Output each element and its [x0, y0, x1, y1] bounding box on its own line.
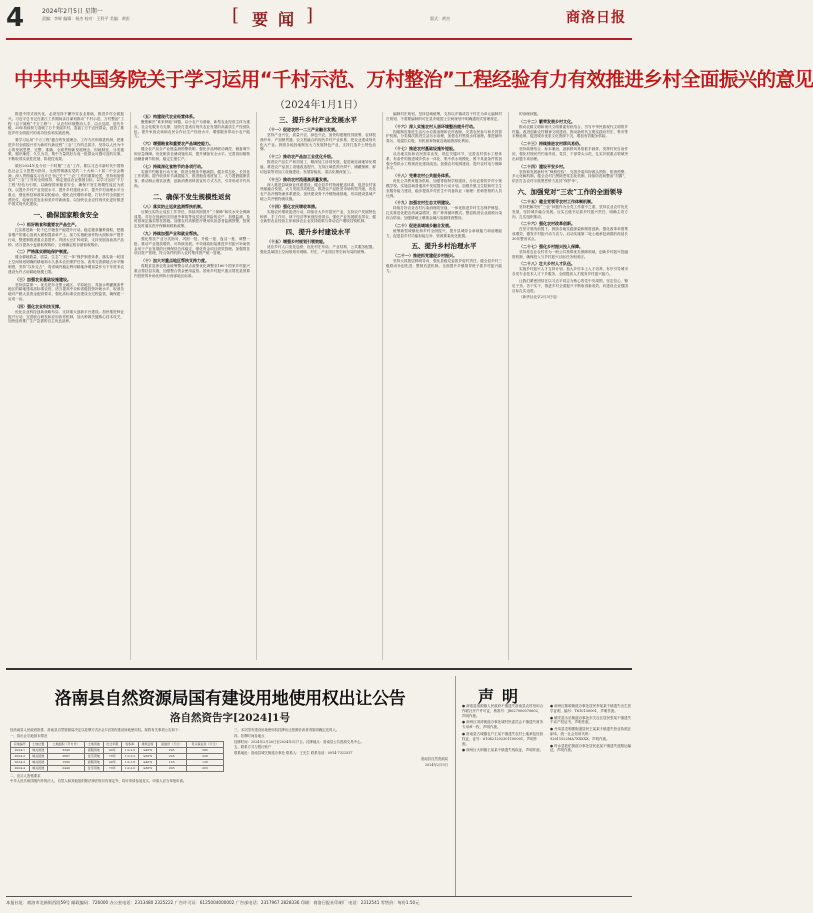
declaration-item: ● 商洛县洛源镇人民政府不慎遗失洛南县农村信用合作联社开户许可证，核准号：J8027000070602，声明作废。 — [462, 704, 544, 718]
subsection-heading: （二十二）繁荣发展乡村文化。 — [519, 118, 575, 124]
table-cell: 3340 — [48, 747, 85, 753]
table-cell: 40年 — [103, 747, 122, 753]
article-paragraph: 坚持把解决好“三农”问题作为全党工作重中之重，坚持农业农村优先发展，坚持城乡融合发展。压实五级书记抓乡村振兴责任，明确主攻方向，扎实组织推动。 — [512, 204, 628, 219]
table-cell: 126 — [157, 759, 187, 765]
table-cell: 203 — [186, 765, 223, 771]
subsection-heading: （二十六）强化农村改革创新。 — [519, 221, 575, 227]
section-heading: 三、提升乡村产业发展水平 — [279, 116, 357, 124]
subsection-heading: （十一）促进农村一二三产业融合发展。 — [267, 127, 339, 132]
article-paragraph: 健全农产品全产业链监测预警机制，强化多品种联动调控、储备调节和应急保障。优化粮食仓储设施布局，提升储备安全水平。完善食用植物油储备调节机制，稳定生猪生产。 — [134, 147, 250, 161]
article-date: （2024年1月1日） — [274, 100, 364, 111]
table-cell: 203 — [157, 765, 187, 771]
table-cell: 1590 — [48, 759, 85, 765]
article-paragraph: 坚持将农业农村作为一般公共预算优先保障领域，创新乡村振兴投融资机制，确保投入与乡村振兴目标任务相适应。 — [512, 249, 628, 259]
article-paragraph: 深入推进县域商业体系建设，健全县乡村物流配送体系，促进农村客货邮融合发展，大力发展共同配送。推进农产品批发市场转型升级。优化农产品冷链物流体系建设，加快建设骨干冷链物流基地，布局建设县域产地公共冷链物流设施。 — [260, 182, 376, 201]
subsection-heading: （二十七）强化乡村振兴投入保障。 — [519, 243, 583, 249]
table-cell: 城关街道 — [29, 765, 48, 771]
subsection-heading: （六）增强粮食和重要农产品调控能力。 — [141, 141, 213, 147]
table-header-cell: 容积率 — [122, 741, 139, 747]
declaration-item: ● 柞水县乾佑街道办事处居民赵某不慎遗失道路运输证，声明作废。 — [550, 743, 632, 753]
newspaper-logo: 商洛日报 — [566, 10, 626, 26]
article-paragraph: 坚持大抓基层鲜明导向，强化县级党委抓乡促村责任，健全县乡村三级联动争创先进、整顿后进机制。全面提升乡镇领导班子抓乡村振兴能力。 — [386, 259, 502, 273]
table-header-cell: 起始价（万元） — [157, 741, 187, 747]
subsection-heading: （二十四）建设平安乡村。 — [519, 163, 567, 169]
notice-subtitle: 洛自然资告字[2024]1号 — [170, 712, 290, 724]
subsection-heading: （十六）深入实施农村人居环境整治提升行动。 — [393, 123, 477, 129]
article-paragraph: 适应乡村人口变化趋势，优化村庄布局、产业结构、公共服务配置。强化县域国土空间规划对城镇、村庄、产业园区等空间布局的统筹。 — [260, 245, 376, 254]
bracket-right-icon: ] — [306, 5, 314, 26]
article-paragraph: 强化帮扶产业分类指导，巩固一批、升级一批、盘活一批、调整一批，推动产业提质增效、可持续发展。中央财政衔接推进乡村振兴补助资金用于产业发展的比例保持总体稳定，强化资金项目绩效管理。加强帮扶项目资产管理，符合条件的纳入农村集体资产统一管理。 — [134, 236, 250, 256]
declaration-item: ● 镇安县永乐街道办事处东关社区居民张某不慎遗失不动产权证书，声明作废。 — [550, 715, 632, 725]
subsection-heading: （五）构建现代农业经营体系。 — [141, 114, 197, 119]
table-cell: ≤40% — [138, 759, 157, 765]
subsection-heading: （二十八）壮大乡村人才队伍。 — [519, 261, 575, 267]
page-number: 4 — [6, 3, 25, 33]
declaration-title: 声明 — [477, 687, 526, 706]
article-body — [8, 112, 630, 660]
notice-section-heading: 五、联系方式与银行账户 — [234, 745, 272, 750]
article-paragraph: 推动农耕文明和现代文明要素有机结合，书写中华民族现代文明的乡村篇。改进创新农村精神文明建设，推动新时代文明实践向村庄、集市等末梢延伸，促进城市优质文化资源下沉，增加有效服务供给。 — [512, 124, 628, 139]
column-divider — [382, 112, 383, 660]
column-divider — [256, 112, 257, 660]
notice-signature-date: 2024年2月5日 — [424, 762, 448, 767]
article-paragraph: 做好2024年及今后一个时期“三农”工作，要以习近平新时代中国特色社会主义思想为指导，全面贯彻落实党的二十大和二十届二中全会精神，深入贯彻落实习近平总书记关于“三农”工作的重要论述，坚持和加强党对“三农”工作的全面领导，锚定建设农业强国目标，以学习运用“千万工程”经验为引领，以确保国家粮食安全、确保不发生规模性返贫为底线，以提升乡村产业发展水平、提升乡村建设水平、提升乡村治理水平为重点，强化科技和改革双轮驱动，强化农民增收举措，打好乡村全面振兴漂亮仗，绘就宜居宜业和美乡村新画卷，以加快农业农村现代化更好推进中国式现代化建设。 — [8, 163, 124, 207]
article-column-3 — [260, 112, 376, 660]
table-cell: 126 — [186, 759, 223, 765]
section-heading: 二、确保不发生规模性返贫 — [153, 192, 231, 201]
declaration-column-1 — [462, 704, 544, 894]
table-cell: 2440 — [48, 765, 85, 771]
page-footer: 本报社址：商洛市北新街西段59号 邮政编码：726000 办公室电话：2313480 2325222 广告许可证：6125004000002 广告部电话：2317967 2828336 印刷：商洛日报社印刷厂 电话：2312541 零售价：每份1.50元 — [6, 900, 420, 905]
notice-title: 洛南县自然资源局国有建设用地使用权出让公告 — [54, 689, 406, 709]
subsection-heading: （十二）推动农产品加工业优化升级。 — [267, 154, 335, 160]
notice-body — [10, 728, 450, 894]
table-cell: 住宅用地 — [85, 753, 104, 759]
table-cell: 2024-1 — [11, 747, 30, 753]
subsection-heading: （二十）促进县域城乡融合发展。 — [393, 222, 453, 228]
footer-rule — [6, 896, 632, 897]
article-paragraph: 压紧压实防止返贫工作责任，持续巩固提升“三保障”和饮水安全保障成果。对存在因病因灾因意外事故等返贫致贫风险的农户，加强监测，及时按规定落实帮扶措施。加强农村高额医疗费用负担患者监测预警，按规定及时落实医疗保障和救助政策。 — [134, 209, 250, 229]
declaration-item: ● 商州区刘湾街道办事处城村民委员会不慎遗失财务专用章一枚，声明作废。 — [462, 720, 544, 730]
article-paragraph: 持续打好农业农村污染治理攻坚战，一体化推进乡村生态保护修复。扎实推进化肥农药减量增效，推广种养循环模式。整县推进农业面源污染综合防治。加强耕地土壤重金属污染源排查整治。 — [386, 206, 502, 220]
article-paragraph: 将脱贫县涉农资金统筹整合试点政策优化调整至160个国家乡村振兴重点帮扶县实施，加强整合资金使用监管。国家乡村振兴重点帮扶县预算内投资的补助比例执行西部地区标准。 — [134, 264, 250, 278]
section-heading: 五、提升乡村治理水平 — [411, 242, 477, 251]
table-cell: ≤30% — [138, 753, 157, 759]
subsection-heading: （二）严格落实耕地保护制度。 — [15, 249, 71, 255]
masthead-rule — [6, 38, 632, 40]
article-paragraph: 因地制宜推进生活污水垃圾治理和农村改厕，完善农民参与和长效管护机制。分类梯次推进生活污水治理，加强农村黑臭水体治理。推进厕所粪污、易腐烂垃圾、有机废弃物就近就地资源化利用。 — [386, 129, 502, 144]
article-paragraph: 要学习运用“千万工程”蕴含的发展理念、工作方法和推进机制，把推进乡村全面振兴作为新时代新征程“三农”工作的总抓手，坚持以人民为中心的发展思想，完整、准确、全面贯彻新发展理念，因地制宜、分类施策，循序渐进、久久为功，集中力量抓好办成一批群众可感可及的实事，不断取得实质性进展、阶段性成果。 — [8, 137, 124, 162]
article-paragraph: （新华社北京2月3日电） — [519, 295, 560, 300]
subsection-heading: （十三）推动农村流通高质量发展。 — [267, 176, 331, 182]
article-paragraph: 在坚守底线前提下，鼓励各地实践探索和制度创新，强化改革举措集成增效，激发乡村振兴动力活力。启动实施第二轮土地承包到期后再延长30年整省试点。 — [512, 227, 628, 241]
article-paragraph: 坚持质量第一，优先把东北黑土地区、平原地区、具备水利灌溉条件地区的耕地建成高标准农田，适当提高中央和省级投资补助水平，取消各地对产粮大县资金配套要求，强化高标准农田建设全过程监管，确保建一亩成一亩。 — [8, 282, 124, 301]
table-cell: 商服用地 — [85, 747, 104, 753]
issue-date: 2024年2月5日 星期一 — [42, 8, 103, 15]
bracket-left-icon: [ — [232, 5, 240, 26]
declaration-item: ● 商州区大荆镇王某某不慎遗失残疾证，声明作废。 — [462, 748, 544, 753]
table-header-cell: 土地用途 — [85, 741, 104, 747]
article-paragraph: 坚持和发展新时代“枫桥经验”，完善矛盾纠纷源头预防、排查预警、多元化解机制。健全农村扫黑除恶常态化机制，持续防范和整治“村霸”，依法打击农村宗族黑恶势力及其“保护伞”。 — [512, 169, 628, 184]
declaration-item: ● 洛南县古城镇农户王某不慎遗失农村土地承包经营权证，证号：610421202301100001，声明作废。 — [462, 731, 544, 746]
table-cell: 城关街道 — [29, 759, 48, 765]
declaration-item: ● 丹凤县龙驹寨街道居民王某某不慎遗失营业执照正副本，统一社会信用代码：92611022MA7XXXXX，声明作废。 — [550, 727, 632, 741]
subsection-heading: （二十五）健全党领导农村工作体制机制。 — [519, 198, 595, 204]
table-cell: 228 — [157, 753, 187, 759]
section-title: 要闻 — [252, 10, 305, 29]
article-paragraph: 优化农业科技创新战略布局，支持重大创新平台建设。加快推进种业振兴行动，完善联合研发和应用协作机制，加大种源关键核心技术攻关，加快选育推广生产急需的自主优良品种。 — [8, 309, 124, 324]
article-headline: 中共中央国务院关于学习运用“千村示范、万村整治”工程经验有力有效推进乡村全面振兴的意见 — [14, 68, 813, 91]
article-paragraph: 扎实推进新一轮千亿斤粮食产能提升行动。稳定粮食播种面积，把粮食增产的重心放到大面积提高单产上，加力实施粮油作物大面积单产提升行动，整建制推进重点县提升。巩固大豆扩种成果，支持发展高油高产品种。适当提高小麦最低收购价，合理确定稻谷最低收购价。 — [8, 228, 124, 247]
article-paragraph: 的治理问题。 — [519, 112, 541, 116]
table-cell: 2024-4 — [11, 765, 30, 771]
table-cell: 70年 — [103, 753, 122, 759]
table-cell: ≤45% — [138, 747, 157, 753]
table-cell: 295 — [157, 747, 187, 753]
editors-left: 责编：李辉 编辑：杨杰 校对：王科平 美编：黄彭 — [42, 16, 130, 21]
column-divider — [130, 112, 131, 660]
notice-paragraph: 中华人民共和国境内外的法人、自然人和其他组织除法律法规另有规定外，均可申请参加竞买，申请人应当单独申请。 — [10, 779, 187, 784]
editors-right: 版式：黄杰 — [430, 16, 450, 21]
article-column-2 — [134, 112, 250, 660]
table-row — [11, 765, 224, 771]
article-paragraph: 让我们紧密团结在以习近平同志为核心的党中央周围，坚定信心、铆足干劲、苦干实干，推进乡村全面振兴不断取得新成效，向建设农业强国目标扎实迈进。 — [512, 278, 628, 293]
notice-column-right — [234, 728, 448, 894]
declaration-column-2 — [550, 704, 632, 894]
table-cell: 1.0-1.8 — [122, 759, 139, 765]
table-cell: 1.0-2.0 — [122, 765, 139, 771]
subsection-heading: （三）加强农业基础设施建设。 — [15, 276, 71, 282]
table-cell: 城关街道 — [29, 753, 48, 759]
subsection-heading: （七）持续深化食物节约各项行动。 — [141, 163, 205, 169]
table-cell: 2024-3 — [11, 759, 30, 765]
subsection-heading: （八）落实防止返贫监测帮扶机制。 — [141, 203, 205, 209]
subsection-heading: （一）抓好粮食和重要农产品生产。 — [15, 222, 79, 228]
article-paragraph: 实施农民增收促进行动，持续壮大乡村富民产业，支持农户发展特色种养、手工作坊、林下经济等家庭经营项目。强化产业发展联农带农，健全新型农业经营主体和涉农企业扶持政策与带动农户增收挂钩机制。 — [260, 209, 376, 224]
notice-paragraph: 挂牌时间：2024年2月26日至2024年3月7日。挂牌地点：洛南县公共资源交易中心。 — [234, 739, 364, 744]
masthead — [0, 0, 638, 38]
subsection-heading: （十九）加强农村生态文明建设。 — [393, 200, 453, 206]
table-cell: 商服用地 — [85, 759, 104, 765]
column-divider — [508, 112, 509, 660]
table-cell: ≤30% — [138, 765, 157, 771]
table-cell: 住宅用地 — [85, 765, 104, 771]
article-paragraph: 从各地实际和农民需求出发，抓住关键环节，完善农村供水工程体系，有条件的推进城乡供水一体化、集中供水规模化，暂不具备条件的加强小型供水工程规范化建设改造。加强农村电网建设，提升农村电力保障水平。 — [386, 151, 502, 171]
article-paragraph: 坚持疏堵结合、标本兼治，创新移风易俗抓手载体，发挥村民自治作用，强化村规民约约束作用，党员、干部带头示范，扎实开展重点领域突出问题专项治理。 — [512, 147, 628, 161]
table-header-cell: 竞买保证金（万元） — [186, 741, 223, 747]
section-heading: 六、加强党对“三农”工作的全面领导 — [517, 187, 623, 196]
article-paragraph: 推进中国式现代化，必须坚持不懈夯实农业基础，推进乡村全面振兴。习近平总书记在浙江工作期间亲自谋划推动“千村示范、万村整治”工程（以下简称“千万工程”），从农村环境整治入手，由点及面、迭代升级，20年持续努力造就了万千美丽乡村，造福了万千农民群众，创造了推进乡村全面振兴的成功经验和实践范例。 — [8, 112, 124, 136]
table-cell: 295 — [186, 747, 223, 753]
article-paragraph: 统筹新型城镇化和乡村全面振兴，提升县城综合承载能力和治理能力，促进县乡村功能衔接互补、资源要素优化配置。 — [386, 228, 502, 238]
notice-column-left — [10, 728, 224, 894]
table-header-cell: 宗地编号 — [11, 741, 30, 747]
article-column-1 — [8, 112, 124, 660]
table-header-cell: 土地面积（平方米） — [48, 741, 85, 747]
land-table — [10, 741, 224, 772]
declaration-item: ● 商州区陈塬街道办事处居民李某某不慎遗失出生医学证明，编号：T610150001，声明作废。 — [550, 704, 632, 713]
table-cell: 2667 — [48, 753, 85, 759]
notice-section-heading: 二、竞买人资格要求 — [10, 773, 41, 778]
table-cell: 40年 — [103, 759, 122, 765]
table-cell: 228 — [186, 753, 223, 759]
article-paragraph: 聚焦解决“谁来种地”问题，以小农户为基础、新型农业经营主体为重点、社会化服务为支撑，加快打造适应现代农业发展的高素质生产经营队伍。提升家庭农场和农民合作社生产经营水平，增强服务带动小农户能力。 — [134, 120, 250, 139]
table-header-cell: 土地位置 — [29, 741, 48, 747]
article-column-4 — [386, 112, 502, 660]
section-heading: 一、确保国家粮食安全 — [33, 211, 99, 220]
subsection-heading: （九）持续加强产业和就业帮扶。 — [141, 230, 201, 236]
article-column-5 — [512, 112, 628, 660]
notice-paragraph: 联系地址：洛南县城关街道办事处 联系人：王先生 联系电话：0914-7322537 — [234, 751, 353, 756]
article-paragraph: 优化公共教育服务供给，加强寄宿制学校建设，办好必要的乡村小规模学校。实施县域普通高中发展提升行动计划。加强乡镇卫生院和村卫生室服务能力建设，稳步提高乡村医生中具备执业（助理）医师资格的人员比例。 — [386, 179, 502, 198]
table-cell: 70年 — [103, 765, 122, 771]
subsection-heading: （十五）增强乡村规划引领效能。 — [267, 239, 327, 245]
subsection-heading: （十）加大对重点地区帮扶支持力度。 — [141, 258, 209, 264]
subsection-heading: （四）强化农业科技支撑。 — [15, 303, 63, 309]
notice-section-heading: 四、挂牌时间及地点 — [234, 733, 265, 738]
section-heading: 四、提升乡村建设水平 — [285, 228, 351, 237]
section-rule — [6, 668, 632, 670]
notice-section-heading: 三、本次国有建设用地使用权挂牌出让按照价高者得原则确定竞得人。 — [234, 728, 340, 732]
table-cell: 1.0-2.2 — [122, 753, 139, 759]
article-paragraph: 坚持产业兴农、质量兴农、绿色兴农，加快构建粮经饲统筹、农林牧渔并举、产加销贯通、农文旅融合的现代乡村产业体系，把农业建成现代化大产业。鼓励各地因地制宜大力发展特色产业，支持打造乡土特色品牌。 — [260, 133, 376, 152]
table-cell: 城关街道 — [29, 747, 48, 753]
article-paragraph: 推进农产品生产和初加工、精深加工协同发展，促进就近就地转化增值。推进农产品加工设施改造提升，支持区域性预冷烘干、储藏保鲜、鲜切包装等初加工设施建设，发展智能化、清洁化精深加工。 — [260, 160, 376, 174]
article-paragraph: 健全耕地数量、质量、生态“三位一体”保护制度体系，落实新一轮国土空间规划明确的耕地和永久基本农田保护任务。改革完善耕地占补平衡制度，坚持“以补定占”，将省域内稳定利用耕地净增加量作为下年度非农建设允许占用耕地规模上限。 — [8, 255, 124, 274]
notice-signature-org: 洛南县自然资源局 — [420, 756, 448, 761]
subsection-heading: （二十一）推进抓党建促乡村振兴。 — [393, 253, 457, 259]
ad-separator — [455, 676, 456, 896]
article-paragraph: 编制村庄规划，坚持县域统筹，支持以乡镇或若干村庄为单元编制村庄规划，不需要编制的可在县乡级国土空间规划中明确通则式管理规定。 — [386, 112, 502, 121]
notice-section-heading: 一、拟出让宗地基本情况 — [10, 733, 48, 738]
subsection-heading: （十四）强化农民增收举措。 — [267, 203, 319, 209]
table-header-cell: 出让年限 — [103, 741, 122, 747]
table-cell: 2024-2 — [11, 753, 30, 759]
subsection-heading: （十七）推进农村基础设施补短板。 — [393, 145, 457, 151]
subsection-heading: （二十三）持续推进农村移风易俗。 — [519, 141, 583, 147]
table-cell: 1.0-2.5 — [122, 747, 139, 753]
table-header-cell: 建筑密度 — [138, 741, 157, 747]
notice-intro: 经洛南县人民政府批准，洛南县自然资源局决定以挂牌方式出让1宗国有建设用地使用权。现将有关事项公告如下： — [10, 728, 182, 732]
article-paragraph: 实施节约粮食行动方案，推进全链条节粮减损，健全常态化、长效化工作机制。提升收获环节减损能力，推进粮食适度加工，大力提倡健康饮食，推动制止餐饮浪费，创新消费者科普宣传方式方法，引导形成节约风尚。 — [134, 169, 250, 188]
subsection-heading: （十八）完善农村公共服务体系。 — [393, 173, 453, 179]
article-paragraph: 实施乡村振兴人才支持计划，加大乡村本土人才培养，有序引导城市各类专业技术人才下乡服务，全面提高人才服务乡村振兴能力。 — [512, 267, 628, 277]
